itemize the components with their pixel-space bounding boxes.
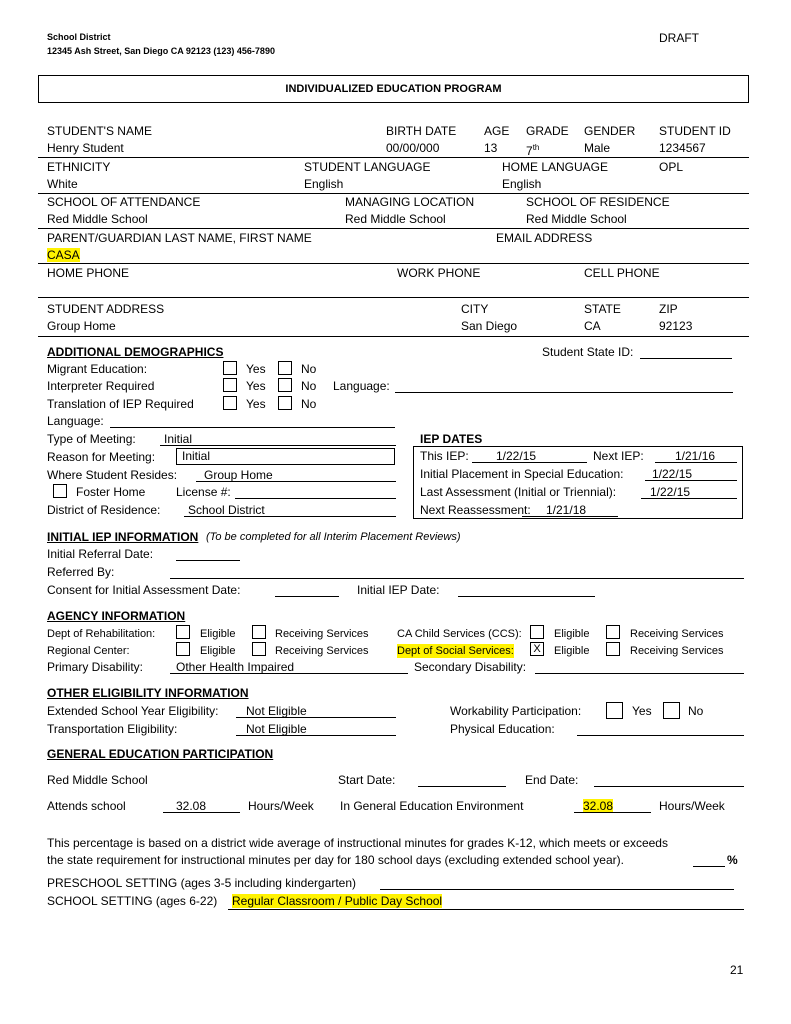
last-assessment: 1/22/15 (650, 485, 691, 499)
city-label: CITY (461, 302, 489, 316)
translation-yes-label: Yes (246, 397, 266, 411)
agency-title: AGENCY INFORMATION (47, 609, 186, 623)
esy-value: Not Eligible (246, 704, 307, 718)
interpreter-label: Interpreter Required (47, 379, 155, 393)
district-address: 12345 Ash Street, San Diego CA 92123 (123) 456-7890 (47, 46, 275, 56)
district-residence-label: District of Residence: (47, 503, 161, 517)
next-iep: 1/21/16 (675, 449, 716, 463)
regional-eligible-label: Eligible (200, 645, 236, 657)
cell-phone-label: CELL PHONE (584, 266, 660, 280)
referral-date-label: Initial Referral Date: (47, 547, 154, 561)
regional-receiving-label: Receiving Services (275, 645, 369, 657)
pe-label: Physical Education: (450, 722, 555, 736)
state-id-label: Student State ID: (542, 345, 634, 359)
grade: 7th (526, 143, 540, 158)
workability-no-label: No (688, 704, 704, 718)
age: 13 (484, 141, 498, 155)
dss-eligible-checkbox[interactable]: X (530, 642, 544, 656)
initial-iep-note: (To be completed for all Interim Placement Reviews) (206, 531, 461, 543)
gen-env-hours: 32.08 (583, 799, 614, 813)
ethnicity-label: ETHNICITY (47, 160, 111, 174)
resides-label: Where Student Resides: (47, 468, 178, 482)
work-phone-label: WORK PHONE (397, 266, 481, 280)
interpreter-no-checkbox[interactable] (278, 378, 292, 392)
parent-name: CASA (47, 248, 80, 262)
last-assessment-label: Last Assessment (Initial or Triennial): (420, 485, 617, 499)
rehab-label: Dept of Rehabilitation: (47, 628, 156, 640)
regional-label: Regional Center: (47, 645, 130, 657)
attends-label: Attends school (47, 799, 126, 813)
initial-iep-title: INITIAL IEP INFORMATION (47, 530, 199, 544)
ccs-eligible-checkbox[interactable] (530, 625, 544, 639)
preschool-setting-label: PRESCHOOL SETTING (ages 3-5 including kindergarten) (47, 876, 357, 890)
next-reassessment: 1/21/18 (546, 503, 587, 517)
home-language-label: HOME LANGUAGE (502, 160, 609, 174)
interpreter-yes-label: Yes (246, 379, 266, 393)
title-box (38, 75, 749, 103)
meeting-type: Initial (164, 432, 193, 446)
rehab-receiving-checkbox[interactable] (252, 625, 266, 639)
gender: Male (584, 141, 611, 155)
esy-label: Extended School Year Eligibility: (47, 704, 219, 718)
rehab-eligible-label: Eligible (200, 628, 236, 640)
workability-no-checkbox[interactable] (663, 702, 680, 719)
dss-receiving-label: Receiving Services (630, 645, 724, 657)
translation-label: Translation of IEP Required (47, 397, 194, 411)
gender-label: GENDER (584, 124, 636, 138)
this-iep-label: This IEP: (420, 449, 469, 463)
dss-label: Dept of Social Services: (397, 645, 514, 657)
residence-school: Red Middle School (526, 212, 627, 226)
license-label: License #: (176, 485, 231, 499)
attendance-school: Red Middle School (47, 212, 148, 226)
attends-hours: 32.08 (176, 799, 207, 813)
initial-placement-label: Initial Placement in Special Education: (420, 467, 624, 481)
transport-value: Not Eligible (246, 722, 307, 736)
percent-sign: % (727, 853, 738, 867)
start-date-label: Start Date: (338, 773, 396, 787)
parent-label: PARENT/GUARDIAN LAST NAME, FIRST NAME (47, 231, 312, 245)
foster-home-checkbox[interactable] (53, 484, 67, 498)
home-language: English (502, 177, 542, 191)
meeting-type-label: Type of Meeting: (47, 432, 136, 446)
dss-eligible-label: Eligible (554, 645, 590, 657)
student-id-label: STUDENT ID (659, 124, 731, 138)
ccs-receiving-label: Receiving Services (630, 628, 724, 640)
migrant-label: Migrant Education: (47, 362, 148, 376)
percentage-note-line2: the state requirement for instructional minutes per day for 180 school days (excluding extended school year). (47, 853, 624, 867)
birth-date-label: BIRTH DATE (386, 124, 457, 138)
workability-yes-label: Yes (632, 704, 652, 718)
interpreter-yes-checkbox[interactable] (223, 378, 237, 392)
meeting-reason: Initial (182, 449, 211, 463)
meeting-reason-field[interactable] (176, 448, 395, 465)
primary-disability: Other Health Impaired (176, 660, 295, 674)
ethnicity: White (47, 177, 78, 191)
city: San Diego (461, 319, 518, 333)
ccs-receiving-checkbox[interactable] (606, 625, 620, 639)
next-reassessment-label: Next Reassessment: (420, 503, 531, 517)
gen-ed-title: GENERAL EDUCATION PARTICIPATION (47, 747, 274, 761)
rehab-receiving-label: Receiving Services (275, 628, 369, 640)
page-number: 21 (730, 963, 744, 977)
meeting-reason-label: Reason for Meeting: (47, 450, 156, 464)
school-setting: Regular Classroom / Public Day School (232, 894, 443, 908)
home-phone-label: HOME PHONE (47, 266, 130, 280)
state: CA (584, 319, 601, 333)
migrant-yes-label: Yes (246, 362, 266, 376)
resides: Group Home (204, 468, 273, 482)
state-label: STATE (584, 302, 621, 316)
this-iep: 1/22/15 (496, 449, 537, 463)
primary-disability-label: Primary Disability: (47, 660, 144, 674)
attends-hours-unit: Hours/Week (248, 799, 314, 813)
regional-eligible-checkbox[interactable] (176, 642, 190, 656)
workability-yes-checkbox[interactable] (606, 702, 623, 719)
student-name-label: STUDENT'S NAME (47, 124, 152, 138)
secondary-disability-label: Secondary Disability: (414, 660, 527, 674)
end-date-label: End Date: (525, 773, 579, 787)
zip: 92123 (659, 319, 693, 333)
address: Group Home (47, 319, 116, 333)
migrant-yes-checkbox[interactable] (223, 361, 237, 375)
interpreter-language-label: Language: (333, 379, 390, 393)
gen-ed-school: Red Middle School (47, 773, 148, 787)
translation-language-label: Language: (47, 414, 104, 428)
managing-location-label: MANAGING LOCATION (345, 195, 475, 209)
student-language-label: STUDENT LANGUAGE (304, 160, 431, 174)
gen-env-hours-unit: Hours/Week (659, 799, 725, 813)
student-id: 1234567 (659, 141, 706, 155)
dss-receiving-checkbox[interactable] (606, 642, 620, 656)
initial-iep-date-label: Initial IEP Date: (357, 583, 440, 597)
workability-label: Workability Participation: (450, 704, 582, 718)
student-name: Henry Student (47, 141, 124, 155)
other-eligibility-title: OTHER ELIGIBILITY INFORMATION (47, 686, 249, 700)
initial-placement: 1/22/15 (652, 467, 693, 481)
address-label: STUDENT ADDRESS (47, 302, 165, 316)
district-name: School District (47, 32, 111, 42)
translation-no-checkbox[interactable] (278, 396, 292, 410)
grade-label: GRADE (526, 124, 569, 138)
school-setting-label: SCHOOL SETTING (ages 6-22) (47, 894, 218, 908)
residence-label: SCHOOL OF RESIDENCE (526, 195, 670, 209)
iep-dates-title: IEP DATES (420, 432, 483, 446)
managing-location: Red Middle School (345, 212, 446, 226)
email-label: EMAIL ADDRESS (496, 231, 593, 245)
referred-by-label: Referred By: (47, 565, 115, 579)
draft-label: DRAFT (659, 31, 699, 45)
percentage-note-line1: This percentage is based on a district wide average of instructional minutes for grades K-12, which meets or exceeds (47, 836, 668, 850)
district-residence: School District (188, 503, 265, 517)
migrant-no-checkbox[interactable] (278, 361, 292, 375)
age-label: AGE (484, 124, 510, 138)
consent-label: Consent for Initial Assessment Date: (47, 583, 241, 597)
rehab-eligible-checkbox[interactable] (176, 625, 190, 639)
interpreter-no-label: No (301, 379, 317, 393)
attendance-label: SCHOOL OF ATTENDANCE (47, 195, 201, 209)
birth-date: 00/00/000 (386, 141, 440, 155)
next-iep-label: Next IEP: (593, 449, 644, 463)
page-title: INDIVIDUALIZED EDUCATION PROGRAM (285, 83, 502, 95)
zip-label: ZIP (659, 302, 678, 316)
gen-env-label: In General Education Environment (340, 799, 524, 813)
demographics-title: ADDITIONAL DEMOGRAPHICS (47, 345, 224, 359)
ccs-label: CA Child Services (CCS): (397, 628, 522, 640)
student-language: English (304, 177, 344, 191)
ccs-eligible-label: Eligible (554, 628, 590, 640)
transport-label: Transportation Eligibility: (47, 722, 178, 736)
translation-no-label: No (301, 397, 317, 411)
foster-home-label: Foster Home (76, 485, 146, 499)
migrant-no-label: No (301, 362, 317, 376)
opl-label: OPL (659, 160, 684, 174)
translation-yes-checkbox[interactable] (223, 396, 237, 410)
regional-receiving-checkbox[interactable] (252, 642, 266, 656)
